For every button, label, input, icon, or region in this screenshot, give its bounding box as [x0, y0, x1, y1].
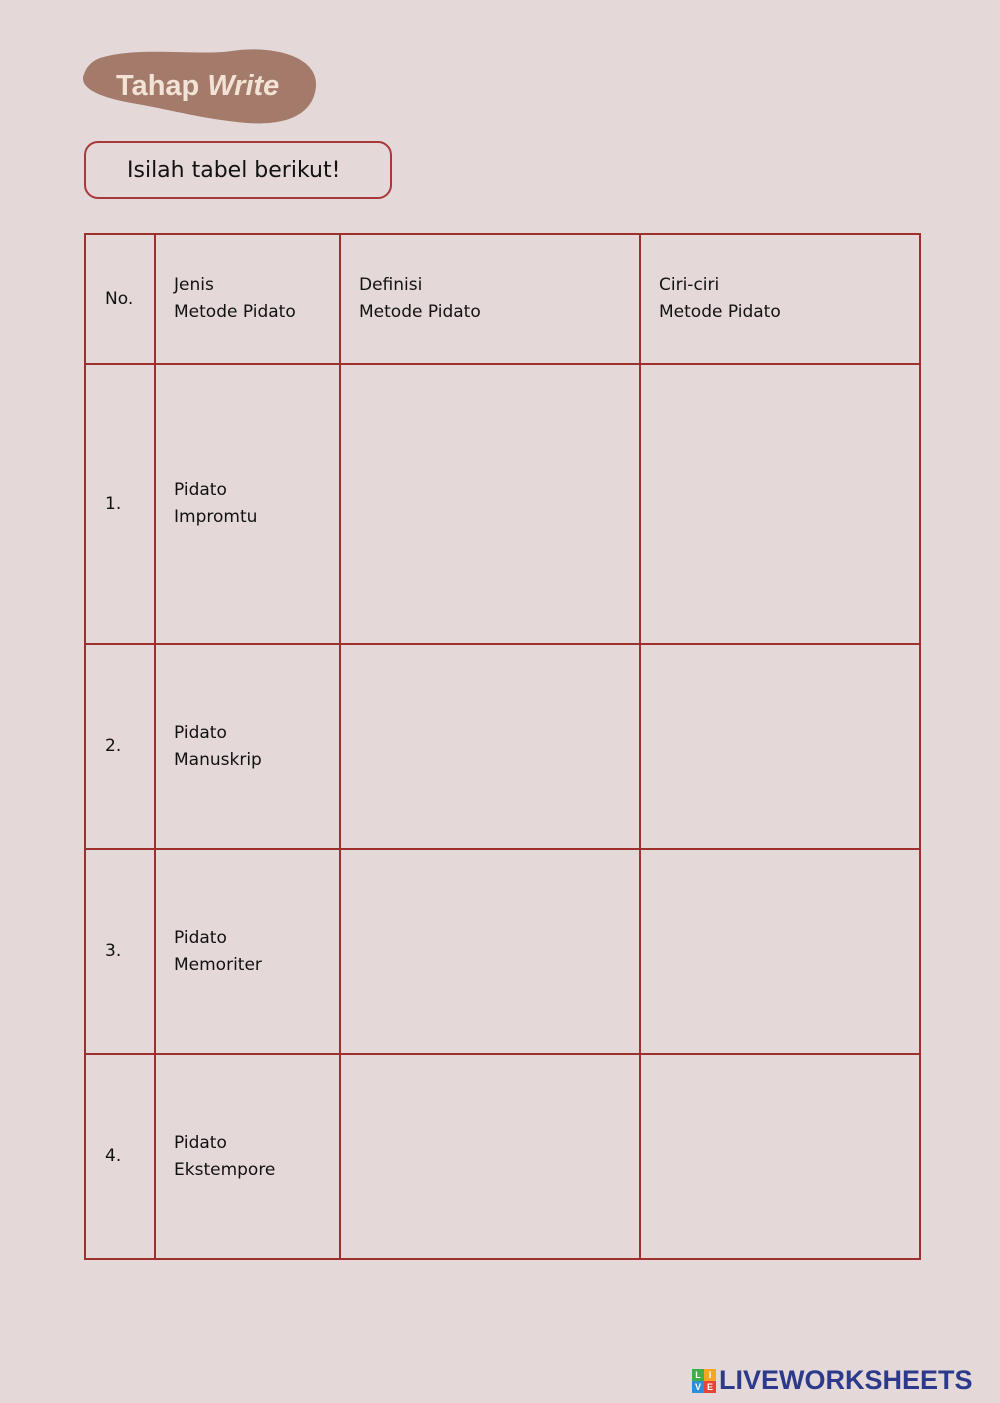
method-table — [84, 233, 921, 1260]
definition-answer-cell[interactable] — [340, 644, 640, 849]
definition-answer-cell[interactable] — [340, 849, 640, 1054]
section-heading-badge — [82, 48, 318, 128]
instruction-text: Isilah tabel berikut! — [127, 157, 341, 183]
characteristics-answer-cell[interactable] — [640, 644, 920, 849]
header-ciri: Ciri-ciri Metode Pidato — [640, 234, 920, 364]
characteristics-answer-cell[interactable] — [640, 1054, 920, 1259]
row-number: 1. — [85, 364, 155, 644]
table-row — [85, 849, 920, 1054]
row-number: 2. — [85, 644, 155, 849]
header-definisi: Definisi Metode Pidato — [340, 234, 640, 364]
row-number: 4. — [85, 1054, 155, 1259]
section-heading: Tahap Write — [116, 70, 280, 102]
table-header-row — [85, 234, 920, 364]
liveworksheets-brand: LIVEWORKSHEETS — [719, 1365, 973, 1395]
table-row — [85, 364, 920, 644]
table-row — [85, 644, 920, 849]
characteristics-answer-cell[interactable] — [640, 364, 920, 644]
row-method-name: Pidato Manuskrip — [155, 644, 340, 849]
row-method-name: Pidato Impromtu — [155, 364, 340, 644]
row-method-name: Pidato Ekstempore — [155, 1054, 340, 1259]
row-number: 3. — [85, 849, 155, 1054]
header-jenis: Jenis Metode Pidato — [155, 234, 340, 364]
liveworksheets-logo — [692, 1365, 973, 1396]
definition-answer-cell[interactable] — [340, 1054, 640, 1259]
liveworksheets-icon: L I V E — [692, 1369, 716, 1393]
header-no: No. — [85, 234, 155, 364]
row-method-name: Pidato Memoriter — [155, 849, 340, 1054]
definition-answer-cell[interactable] — [340, 364, 640, 644]
characteristics-answer-cell[interactable] — [640, 849, 920, 1054]
table-row — [85, 1054, 920, 1259]
instruction-box — [84, 141, 392, 199]
